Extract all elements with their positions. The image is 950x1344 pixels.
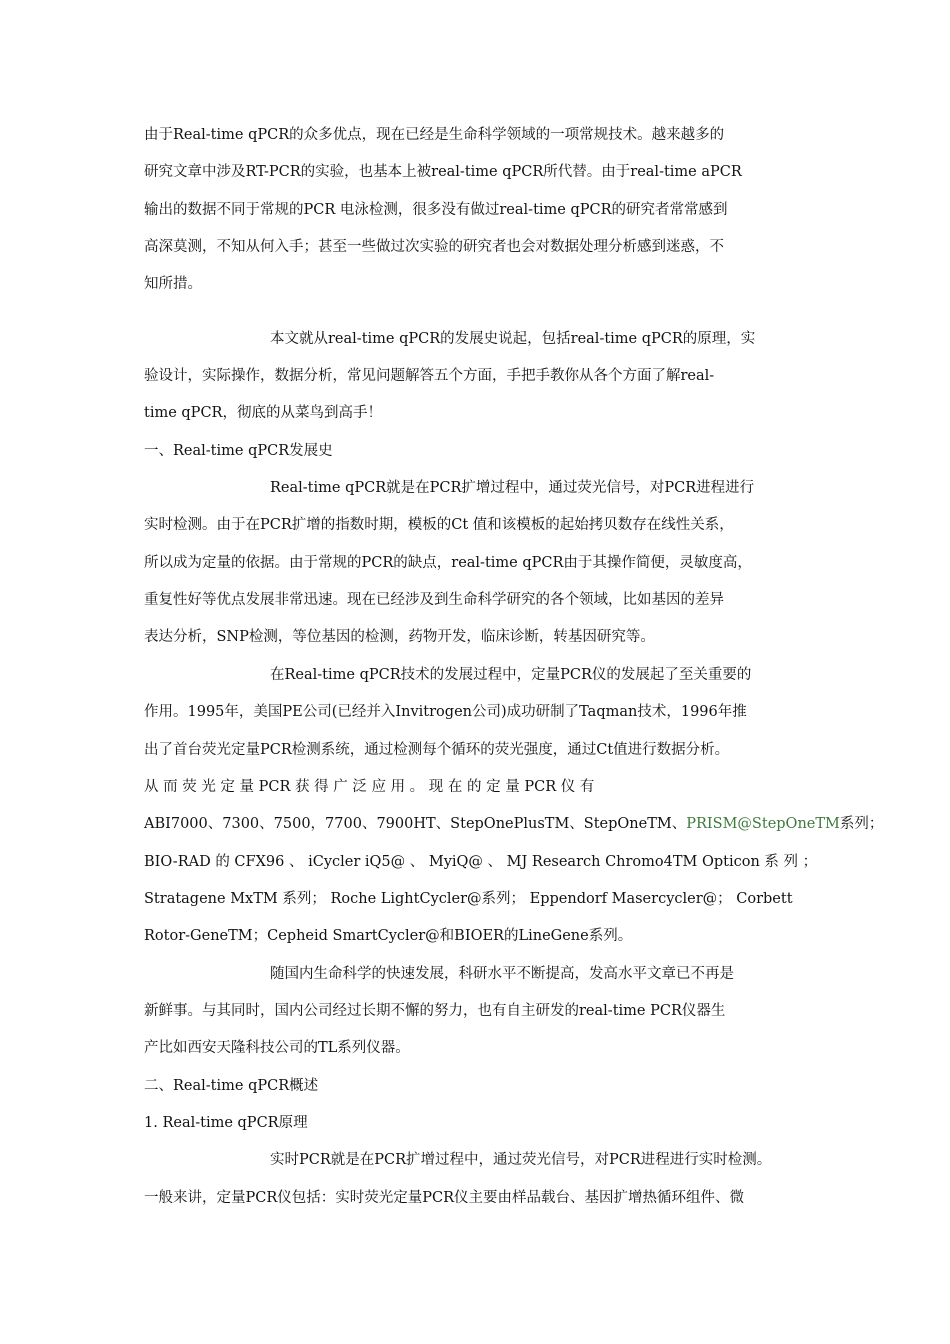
- text-line: 所以成为定量的依据。由于常规的PCR的缺点，real-time qPCR由于其操作简便，灵敏度高，: [144, 554, 752, 571]
- paragraph-domestic: [144, 956, 806, 1068]
- heading-text: 二、Real-time qPCR概述: [144, 1077, 319, 1094]
- text-line: 在Real-time qPCR技术的发展过程中，定量PCR仪的发展起了至关重要的: [270, 666, 752, 683]
- text-line: 作用。1995年，美国PE公司(已经并入Invitrogen公司)成功研制了Taqman技术，1996年推: [144, 704, 747, 721]
- text-line: 实时PCR就是在PCR扩增过程中，通过荧光信号，对PCR进程进行实时检测。: [270, 1152, 772, 1169]
- instrument-link[interactable]: PRISM@StepOneTM: [686, 816, 840, 833]
- heading-text: 一、Real-time qPCR发展史: [144, 442, 333, 459]
- paragraph-spacer: [144, 304, 806, 321]
- text-line: 表达分析，SNP检测，等位基因的检测，药物开发，临床诊断，转基因研究等。: [144, 629, 655, 646]
- text-line: 从 而 荧 光 定 量 PCR 获 得 广 泛 应 用 。 现 在 的 定 量 PCR 仪 有: [144, 778, 595, 795]
- text-line: 验设计，实际操作，数据分析，常见问题解答五个方面，手把手教你从各个方面了解real-: [144, 368, 715, 385]
- text-segment: ABI7000、7300、7500，7700、7900HT、StepOnePlusTM、StepOneTM、: [144, 816, 687, 833]
- text-line: 知所措。: [144, 276, 202, 293]
- text-line: 产比如西安天隆科技公司的TL系列仪器。: [144, 1040, 410, 1057]
- text-line: 新鲜事。与其同时，国内公司经过长期不懈的努力，也有自主研发的real-time PCR仪器生: [144, 1002, 726, 1019]
- paragraph-intro: [144, 117, 806, 304]
- text-line: 高深莫测，不知从何入手；甚至一些做过次实验的研究者也会对数据处理分析感到迷惑，不: [144, 239, 724, 256]
- paragraph-history-definition: [144, 470, 806, 657]
- text-segment: 系列；: [839, 816, 884, 833]
- text-line: Real-time qPCR就是在PCR扩增过程中，通过荧光信号，对PCR进程进行: [270, 480, 755, 497]
- text-line: time qPCR，彻底的从菜鸟到高手！: [144, 405, 382, 422]
- text-line: 随国内生命科学的快速发展，科研水平不断提高，发高水平文章已不再是: [270, 965, 734, 982]
- text-line: Rotor-GeneTM；Cepheid SmartCycler@和BIOER的LineGene系列。: [144, 928, 633, 945]
- section-heading-history: [144, 433, 806, 470]
- document-body: [144, 117, 884, 1217]
- text-line: 由于Real-time qPCR的众多优点，现在已经是生命科学领域的一项常规技术。越来越多的: [144, 127, 725, 143]
- text-line: 重复性好等优点发展非常迅速。现在已经涉及到生命科学研究的各个领域，比如基因的差异: [144, 592, 724, 609]
- text-line: BIO-RAD 的 CFX96 、 iCycler iQ5@ 、 MyiQ@ 、 MJ Research Chromo4TM Opticon 系 列 ；: [144, 853, 818, 870]
- subsection-heading-principle: [144, 1105, 806, 1142]
- text-line-with-link: [144, 806, 884, 843]
- text-line: 实时检测。由于在PCR扩增的指数时期，模板的Ct 值和该模板的起始拷贝数存在线性关系，: [144, 517, 734, 534]
- paragraph-principle: [144, 1142, 806, 1217]
- heading-text: 1. Real-time qPCR原理: [144, 1114, 308, 1131]
- text-line: 研究文章中涉及RT-PCR的实验，也基本上被real-time qPCR所代替。由于real-time aPCR: [144, 164, 742, 181]
- text-line: 输出的数据不同于常规的PCR 电泳检测，很多没有做过real-time qPCR的研究者常常感到: [144, 201, 728, 218]
- text-line: 一般来讲，定量PCR仪包括：实时荧光定量PCR仪主要由样品载台、基因扩增热循环组件、微: [144, 1189, 745, 1206]
- section-heading-overview: [144, 1068, 806, 1105]
- paragraph-history-instruments: [144, 657, 884, 956]
- text-line: Stratagene MxTM 系列； Roche LightCycler@系列； Eppendorf Masercycler@； Corbett: [144, 890, 793, 907]
- text-line: 本文就从real-time qPCR的发展史说起，包括real-time qPCR的原理，实: [270, 330, 756, 347]
- text-line: 出了首台荧光定量PCR检测系统，通过检测每个循环的荧光强度，通过Ct值进行数据分析。: [144, 741, 730, 758]
- paragraph-overview: [144, 321, 806, 433]
